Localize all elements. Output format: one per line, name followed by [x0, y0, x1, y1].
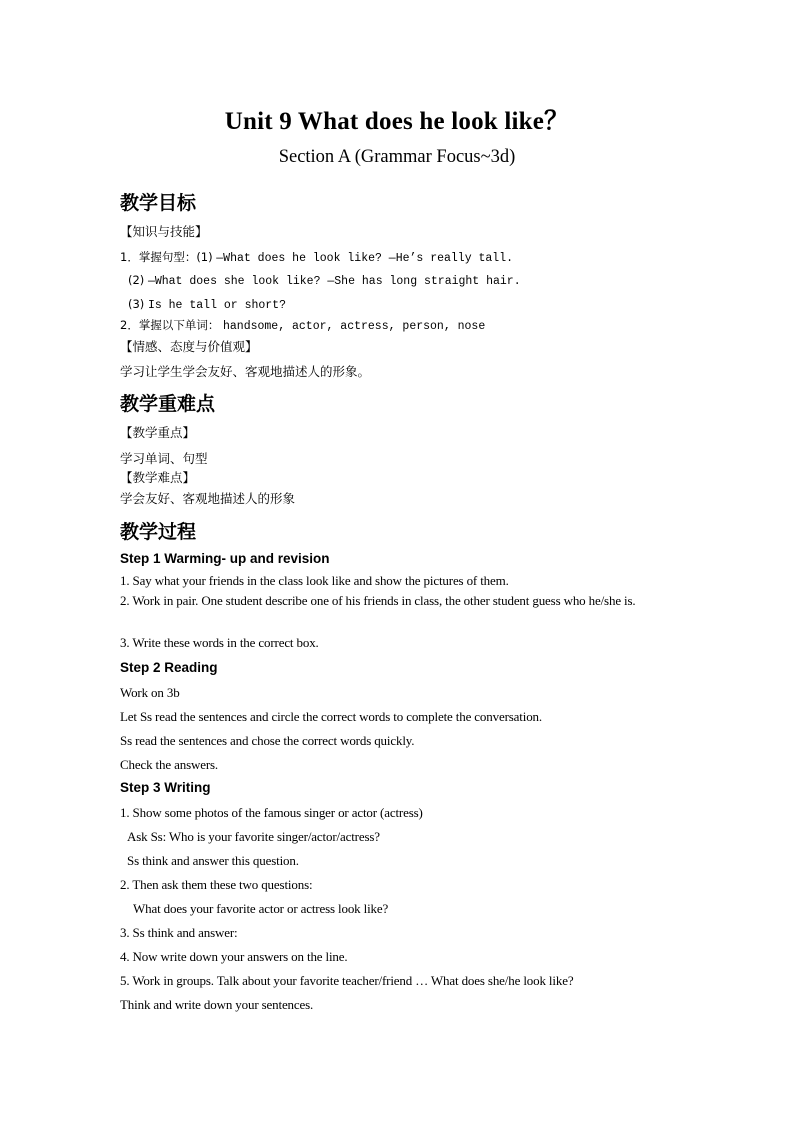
objective-item-1-text: —What does he look like? —He’s really tall.	[216, 252, 514, 265]
objective-item-1-prefix: 1．掌握句型：(1)	[120, 250, 213, 264]
objective-item-1c-text: Is he tall or short?	[147, 299, 286, 312]
objectives-heading: 教学目标	[120, 192, 197, 214]
focus-text: 学习单词、句型	[120, 451, 208, 466]
step3-line-7: 4. Now write down your answers on the line.	[120, 949, 348, 964]
step3-line-6: 3. Ss think and answer:	[120, 925, 238, 940]
step3-line-2: Ask Ss: Who is your favorite singer/actor/actress?	[127, 829, 380, 844]
objective-item-1b-text: —What does she look like? —She has long straight hair.	[147, 275, 521, 288]
step2-line-1: Work on 3b	[120, 685, 180, 700]
objective-item-2	[120, 317, 485, 333]
step2-line-3: Ss read the sentences and chose the correct words quickly.	[120, 733, 415, 748]
key-points-heading: 教学重难点	[120, 393, 216, 415]
step1-line-2: 2. Work in pair. One student describe one of his friends in class, the other student guess who he/she is.	[120, 593, 636, 608]
step1-line-1: 1. Say what your friends in the class look like and show the pictures of them.	[120, 573, 509, 588]
objective-item-1b	[128, 273, 521, 288]
focus-label: 【教学重点】	[120, 425, 196, 440]
objective-item-1c	[128, 297, 286, 312]
step3-line-8: 5. Work in groups. Talk about your favorite teacher/friend … What does she/he look like?	[120, 973, 574, 988]
process-heading: 教学过程	[120, 521, 197, 543]
step3-line-9: Think and write down your sentences.	[120, 997, 314, 1012]
step3-title: Step 3 Writing	[120, 780, 211, 795]
emotion-label: 【情感、态度与价值观】	[120, 339, 258, 354]
objective-item-2-prefix: 2．掌握以下单词：	[120, 318, 220, 332]
step3-line-5: What does your favorite actor or actress look like?	[133, 901, 389, 916]
objective-item-1c-prefix: (3)	[128, 297, 145, 311]
step3-line-1: 1. Show some photos of the famous singer or actor (actress)	[120, 805, 423, 820]
difficulty-label: 【教学难点】	[120, 470, 196, 485]
document-subtitle: Section A (Grammar Focus~3d)	[278, 147, 516, 167]
step1-title: Step 1 Warming- up and revision	[120, 551, 330, 566]
step3-line-4: 2. Then ask them these two questions:	[120, 877, 313, 892]
step2-line-4: Check the answers.	[120, 757, 219, 772]
difficulty-text: 学会友好、客观地描述人的形象	[120, 491, 296, 506]
objective-item-1b-prefix: (2)	[128, 273, 145, 287]
objective-item-2-text: handsome, actor, actress, person, nose	[222, 320, 486, 333]
step2-line-2: Let Ss read the sentences and circle the correct words to complete the conversation.	[120, 709, 543, 724]
knowledge-label: 【知识与技能】	[120, 224, 208, 239]
objective-item-1	[120, 249, 513, 265]
step1-line-3: 3. Write these words in the correct box.	[120, 635, 319, 650]
step2-title: Step 2 Reading	[120, 660, 218, 675]
step3-line-3: Ss think and answer this question.	[127, 853, 299, 868]
document-title: Unit 9 What does he look like？	[224, 108, 570, 135]
emotion-text: 学习让学生学会友好、客观地描述人的形象。	[120, 364, 371, 379]
